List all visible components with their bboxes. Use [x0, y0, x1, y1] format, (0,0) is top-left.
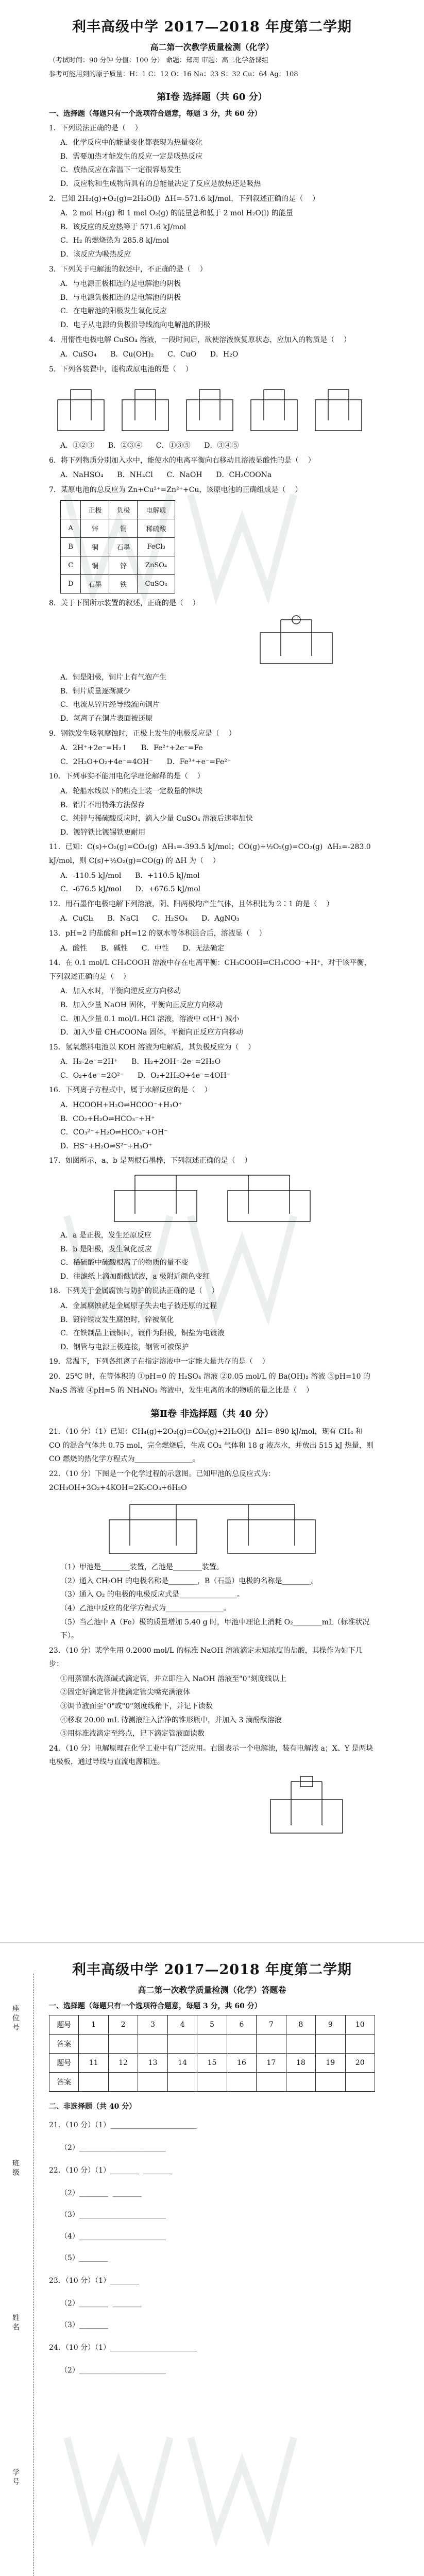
answer-cell[interactable] [257, 2073, 286, 2092]
q8-option: A．铜是阳极，铜片上有气泡产生 [60, 673, 167, 682]
answer-cell[interactable] [167, 2073, 197, 2092]
question-10: 10．下列事实不能用电化学理论解释的是（ ） [49, 772, 205, 781]
table-row [49, 2073, 375, 2092]
part1-instructions: 一、选择题（每题只有一个选项符合题意，每题 3 分，共 60 分） [49, 109, 262, 118]
table-cell: 铁 [109, 574, 138, 593]
q16-option: D．HS⁻+H₂O⇌S²⁻+H₃O⁺ [60, 1142, 152, 1150]
table-header [61, 500, 81, 519]
q9-option: A．2H⁺+2e⁻=H₂↑ B．Fe²⁺+2e⁻=Fe [60, 744, 203, 753]
question-11: 11．已知：C(s)+O₂(g)=CO₂(g) ΔH₁=-393.5 kJ/mol；CO(g)+½O₂(g)=CO₂(g) ΔH₂=-283.0 kJ/mol，则 C(s)+½O₂(g)=CO(g) 的 ΔH 为（ ） [49, 843, 374, 865]
q10-option: C．纯锌与稀硫酸反应时，滴入少量 CuSO₄ 溶液后速率加快 [60, 815, 253, 823]
q23-step: ②固定好滴定管并使滴定管尖嘴充满液体 [60, 1688, 190, 1697]
q16-option: A．HCOOH+H₂O⇌HCOO⁻+H₃O⁺ [60, 1101, 182, 1110]
question-1: 1．下列说法正确的是（ ） [49, 124, 142, 132]
table-cell: B [61, 537, 81, 556]
q14-option: D．加入少量 CH₃COONa 固体，平衡向正反应方向移动 [60, 1028, 243, 1037]
class-label: 班级 [11, 2159, 20, 2178]
question-number: 2 [108, 2015, 138, 2035]
q23-step: ⑤用标准液滴定至终点，记下滴定管液面读数 [60, 1730, 205, 1738]
question-21: 21．（10 分）（1）已知：CH₄(g)+2O₂(g)=CO₂(g)+2H₂O(l) ΔH=-890 kJ/mol，现有 CH₄ 和 CO 的混合气体共 0.75 mol，完全燃烧后，生成 CO₂ 气体和 18 g 液态水，并放出 515 kJ 热量，则 CO 燃烧的热化学方程式为________________。 [49, 1428, 376, 1464]
answer-line[interactable]: 22．（10 分）（1）________ ________ [49, 2166, 173, 2175]
table-cell: 锌 [81, 519, 109, 537]
q18-option: D．钢管与电源正极连接，钢管可被保护 [60, 1343, 189, 1351]
question-19: 19．常温下，下列各组离子在指定溶液中一定能大量共存的是（ ） [49, 1358, 269, 1366]
q10-option: A．轮船水线以下的船壳上装一定数量的锌块 [60, 787, 203, 795]
question-24: 24．（10 分）电解原理在化学工业中有广泛应用。右图表示一个电解池，装有电解液 a；X、Y 是两块电极板，通过导线与直流电源相连。 [49, 1744, 374, 1767]
table-cell: 石墨 [109, 537, 138, 556]
q1-option: D．反应物和生成物所具有的总能量决定了反应是放热还是吸热 [60, 179, 261, 188]
q17-option: A．a 是正极，发生还原反应 [60, 1231, 151, 1240]
answer-sheet-page [0, 1942, 424, 2576]
q17-option: C．稀硫酸中硫酸根离子的物质的量不变 [60, 1259, 189, 1267]
answer-line[interactable]: 24．（10 分）（1）________________________ [49, 2344, 197, 2352]
q3-option: B．与电源负极相连的是电解池的阴极 [60, 293, 181, 302]
answer-section-free: 二、非选择题（共 40 分） [49, 2103, 137, 2111]
q8-option: C．电流从锌片经导线流向铜片 [60, 701, 160, 709]
part1-title: 第Ⅰ卷 选择题（共 60 分） [157, 91, 267, 103]
answer-cell[interactable] [316, 2035, 345, 2054]
question-7: 7．某原电池的总反应为 Zn+Cu²⁺=Zn²⁺+Cu，该原电池的正确组成是（ ） [49, 486, 302, 495]
question-4: 4．用惰性电极电解 CuSO₄ 溶液，一段时间后，欲使溶液恢复原状态，应加入的物质是（ ） [49, 335, 351, 344]
question-9: 9．钢铁发生吸氧腐蚀时，正极上发生的电极反应是（ ） [49, 729, 236, 738]
table-cell: A [61, 519, 81, 537]
q18-option: A．金属腐蚀就是金属原子失去电子被还原的过程 [60, 1302, 217, 1310]
q7-options-table [60, 500, 175, 594]
q6-option: A．NaHSO₄ B．NH₄Cl C．NaOH D．CH₃COONa [60, 471, 272, 480]
table-header: 正极 [81, 500, 109, 519]
electrolysis-cell-figure [255, 1771, 358, 1838]
q22-subquestion: （1）甲池是________装置，乙池是________装置。 [60, 1563, 224, 1572]
q22-subquestion: （2）通入 CH₃OH 的电极名称是________，B（石墨）电极的名称是________。 [60, 1577, 318, 1585]
row-label: 题号 [49, 2015, 79, 2035]
q16-option: B．CO₂+H₂O⇌HCO₃⁻+H⁺ [60, 1114, 155, 1123]
question-number: 13 [138, 2054, 167, 2073]
answer-cell[interactable] [227, 2073, 256, 2092]
answer-grid [49, 2015, 375, 2092]
question-number: 12 [108, 2054, 138, 2073]
question-number: 6 [227, 2015, 256, 2035]
table-cell: FeCl₃ [138, 537, 175, 556]
table-row [61, 519, 175, 537]
answer-cell[interactable] [79, 2035, 108, 2054]
answer-cell[interactable] [108, 2073, 138, 2092]
answer-cell[interactable] [345, 2073, 375, 2092]
q4-option: A．CuSO₄ B．Cu(OH)₂ C．CuO D．H₂O [60, 350, 239, 359]
q8-option: B．铜片质量逐渐减少 [60, 687, 131, 696]
q5-option: A．①②③ B．②③④ C．①③⑤ D．③④⑤ [60, 442, 239, 450]
q18-option: C．在铁制品上镀铜时，镀件为阳极，铜盐为电镀液 [60, 1329, 225, 1338]
question-18: 18．下列关于金属腐蚀与防护的说法正确的是（ ） [49, 1287, 219, 1296]
q17-option: D．往滤纸上滴加酚酞试液，a 极附近颜色变红 [60, 1272, 210, 1281]
q10-option: D．镀锌铁比镀锡铁更耐用 [60, 828, 146, 837]
q14-option: B．加入少量 NaOH 固体，平衡向正反应方向移动 [60, 1001, 223, 1009]
table-cell: 石墨 [81, 574, 109, 593]
q1-option: C．放热反应在常温下一定很容易发生 [60, 166, 181, 175]
cells-figure [53, 379, 372, 436]
q1-option: A．化学反应中的能量变化都表现为热量变化 [60, 139, 203, 147]
q12-option: A．CuCl₂ B．NaCl C．H₂SO₄ D．AgNO₃ [60, 914, 240, 923]
answer-line[interactable]: （3）________________________ [60, 2211, 166, 2219]
answer-line[interactable]: （2）________ ________ [60, 2189, 142, 2197]
q15-option: C．O₂+4e⁻=2O²⁻ D．O₂+2H₂O+4e⁻=4OH⁻ [60, 1071, 231, 1080]
question-number: 10 [345, 2015, 375, 2035]
question-number: 3 [138, 2015, 167, 2035]
question-number: 7 [257, 2015, 286, 2035]
q14-option: C．加入少量 0.1 mol/L HCl 溶液，溶液中 c(H⁺) 减小 [60, 1014, 240, 1023]
fuel-cell-figure [99, 1497, 326, 1558]
q2-option: B．该反应的反应热等于 571.6 kJ/mol [60, 223, 186, 231]
question-number: 16 [227, 2054, 256, 2073]
table-header: 负极 [109, 500, 138, 519]
answer-line[interactable]: （4）________________________ [60, 2232, 166, 2241]
q2-option: A．2 mol H₂(g) 和 1 mol O₂(g) 的能量总和低于 2 mol H₂O(l) 的能量 [60, 209, 293, 218]
q11-option: C．-676.5 kJ/mol D．+676.5 kJ/mol [60, 885, 201, 894]
row-label: 题号 [49, 2054, 79, 2073]
question-2: 2．已知 2H₂(g)+O₂(g)=2H₂O(l) ΔH=-571.6 kJ/mol，下列叙述正确的是（ ） [49, 194, 320, 203]
q17-option: B．b 是阳极，发生氧化反应 [60, 1245, 152, 1253]
name-label: 姓名 [11, 2314, 20, 2332]
question-number: 4 [167, 2015, 197, 2035]
table-cell: 铜 [109, 519, 138, 537]
q3-option: A．与电源正极相连的是电解池的阴极 [60, 280, 181, 289]
answer-cell[interactable] [197, 2035, 227, 2054]
table-row [61, 574, 175, 593]
question-number: 14 [167, 2054, 197, 2073]
q15-option: A．H₂-2e⁻=2H⁺ B．H₂+2OH⁻-2e⁻=2H₂O [60, 1058, 221, 1066]
table-row [49, 2035, 375, 2054]
q9-option: C．2H₂O+O₂+4e⁻=4OH⁻ D．Fe³⁺+e⁻=Fe²⁺ [60, 757, 231, 766]
question-23: 23．（10 分）某学生用 0.2000 mol/L 的标准 NaOH 溶液滴定未知浓度的盐酸，其操作为如下几步： [49, 1646, 363, 1669]
answer-line[interactable]: 23．（10 分）（1）________ [49, 2277, 139, 2285]
q14-option: A．加入水时，平衡向逆反应方向移动 [60, 987, 181, 996]
q13-option: A．酸性 B．碱性 C．中性 D．无法确定 [60, 944, 225, 953]
q23-step: ①用蒸馏水洗涤碱式滴定管，并立即注入 NaOH 溶液至"0"刻度线以上 [60, 1674, 286, 1683]
table-cell: ZnSO₄ [138, 556, 175, 574]
answer-cell[interactable] [286, 2073, 315, 2092]
answer-line[interactable]: （3）________ [60, 2321, 108, 2329]
table-cell: 锌 [109, 556, 138, 574]
question-number: 5 [197, 2015, 227, 2035]
question-number: 11 [79, 2054, 108, 2073]
part2-title: 第Ⅱ卷 非选择题（共 40 分） [150, 1409, 274, 1420]
exam-info: （考试时间：90 分钟 分值：100 分） 命题：郑周 审题：高二化学备课组 [49, 57, 269, 64]
question-number: 9 [316, 2015, 345, 2035]
answer-cell[interactable] [316, 2073, 345, 2092]
q23-step: ③调节液面至"0"或"0"刻度线稍下，并记下读数 [60, 1702, 213, 1711]
question-sheet [49, 0, 375, 1927]
question-number: 17 [257, 2054, 286, 2073]
cu-zn-cell-figure [245, 612, 348, 669]
answer-cell[interactable] [227, 2035, 256, 2054]
answer-section-choice: 一、选择题（每题只有一个选项符合题意，每题 3 分，共 60 分） [49, 2002, 262, 2010]
answer-cell[interactable] [197, 2073, 227, 2092]
school-title: 利丰高级中学 2017—2018 年度第二学期 [72, 19, 352, 35]
binding-line [33, 1974, 34, 2576]
question-12: 12．用石墨作电极电解下列溶液，阴、阳两极均产生气体，且体积比为 2∶1 的是（ ） [49, 900, 334, 908]
table-header: 电解质 [138, 500, 175, 519]
question-14: 14．在 0.1 mol/L CH₃COOH 溶液中存在电离平衡：CH₃COOH⇌CH₃COO⁻+H⁺，对于该平衡，下列叙述正确的是（ ） [49, 959, 371, 981]
question-number: 18 [286, 2054, 315, 2073]
answer-line[interactable]: （2）________________________ [60, 2366, 166, 2375]
question-5: 5．下列各装置中，能构成原电池的是（ ） [49, 365, 193, 374]
q1-option: B．需要加热才能发生的反应一定是吸热反应 [60, 152, 203, 161]
row-label: 答案 [49, 2073, 79, 2092]
q2-option: D．该反应为吸热反应 [60, 250, 131, 259]
answer-sheet-subtitle: 高二第一次教学质量检测（化学）答题卷 [138, 1985, 286, 1995]
answer-cell[interactable] [167, 2035, 197, 2054]
answer-cell[interactable] [138, 2073, 167, 2092]
seat-number-label: 座位号 [11, 2005, 20, 2032]
electrolysis-figure [104, 1170, 320, 1227]
q8-option: D．氢离子在铜片表面被还原 [60, 715, 153, 723]
q11-option: A．-110.5 kJ/mol B．+110.5 kJ/mol [60, 871, 200, 880]
table-cell: 稀硫酸 [138, 519, 175, 537]
q23-step: ④移取 20.00 mL 待测液注入洁净的锥形瓶中，并加入 3 滴酚酞溶液 [60, 1716, 282, 1724]
question-17: 17．如图所示，a、b 是两根石墨棒，下列叙述正确的是（ ） [49, 1157, 252, 1165]
table-cell: 铜 [81, 537, 109, 556]
answer-cell[interactable] [79, 2073, 108, 2092]
answer-line[interactable]: （2）________ ________ [60, 2299, 142, 2308]
answer-cell[interactable] [108, 2035, 138, 2054]
answer-sheet-title: 利丰高级中学 2017—2018 年度第二学期 [72, 1962, 352, 1978]
atomic-masses: 参考可能用到的原子质量：H：1 C：12 O：16 Na：23 S：32 Cu：64 Ag：108 [49, 70, 298, 78]
table-row [49, 2015, 375, 2035]
exam-title: 高二第一次教学质量检测（化学） [150, 42, 274, 52]
question-13: 13．pH=2 的盐酸和 pH=12 的氨水等体积混合后，溶液显（ ） [49, 929, 266, 938]
question-22: 22．（10 分）下图是一个化学过程的示意图。已知甲池的总反应式为：2CH₃OH+3O₂+4KOH=2K₂CO₃+6H₂O [49, 1469, 276, 1492]
q10-option: B．铝片不用特殊方法保存 [60, 801, 145, 809]
table-cell: C [61, 556, 81, 574]
question-number: 1 [79, 2015, 108, 2035]
q22-subquestion: （4）乙池中反应的化学方程式为________________。 [60, 1604, 231, 1613]
answer-line[interactable]: 21．（10 分）（1）________________________ [49, 2121, 197, 2129]
table-row [61, 556, 175, 574]
answer-cell[interactable] [138, 2035, 167, 2054]
q18-option: B．镀锌铁皮发生腐蚀时，锌被氧化 [60, 1315, 174, 1324]
answer-line[interactable]: （5）________ [60, 2254, 108, 2262]
question-number: 8 [286, 2015, 315, 2035]
q3-option: C．在电解池的阳极发生氧化反应 [60, 307, 167, 316]
question-20: 20．25℃ 时，在等体积的 ①pH=0 的 H₂SO₄ 溶液 ②0.05 mol/L 的 Ba(OH)₂ 溶液 ③pH=10 的 Na₂S 溶液 ④pH=5 的 NH₄NO₃ 溶液中，发生电离的水的物质的量之比是（ ） [49, 1372, 373, 1395]
answer-cell[interactable] [286, 2035, 315, 2054]
table-cell: 铜 [81, 556, 109, 574]
q16-option: C．CO₃²⁻+H₂O⇌HCO₃⁻+OH⁻ [60, 1128, 168, 1137]
table-row [61, 537, 175, 556]
q2-option: C．H₂ 的燃烧热为 285.8 kJ/mol [60, 236, 169, 245]
student-id-label: 学号 [11, 2468, 20, 2487]
question-3: 3．下列关于电解池的叙述中，不正确的是（ ） [49, 265, 207, 274]
answer-cell[interactable] [257, 2035, 286, 2054]
question-number: 15 [197, 2054, 227, 2073]
question-6: 6．将下列物质分别加入水中，能使水的电离平衡向右移动且溶液显酸性的是（ ） [49, 456, 315, 465]
answer-cell[interactable] [345, 2035, 375, 2054]
table-row [49, 2054, 375, 2073]
question-number: 20 [345, 2054, 375, 2073]
answer-sheet [49, 1943, 375, 2576]
question-8: 8．关于下图所示装置的叙述，正确的是（ ） [49, 599, 200, 607]
q22-subquestion: （3）通入 O₂ 的电极的电极反应式是________________。 [60, 1590, 244, 1599]
table-cell: D [61, 574, 81, 593]
question-15: 15．氢氧燃料电池以 KOH 溶液为电解质，其负极反应为（ ） [49, 1043, 256, 1052]
question-16: 16．下列离子方程式中，属于水解反应的是（ ） [49, 1086, 212, 1095]
q3-option: D．电子从电源的负极沿导线流向电解池的阴极 [60, 320, 211, 329]
question-number: 19 [316, 2054, 345, 2073]
answer-line[interactable]: （2）________________________ [60, 2144, 166, 2152]
q22-subquestion: （5）当乙池中 A（Fe）极的质量增加 5.40 g 时，甲池中理论上消耗 O₂________mL（标准状况下）。 [60, 1618, 370, 1640]
row-label: 答案 [49, 2035, 79, 2054]
table-cell: CuSO₄ [138, 574, 175, 593]
